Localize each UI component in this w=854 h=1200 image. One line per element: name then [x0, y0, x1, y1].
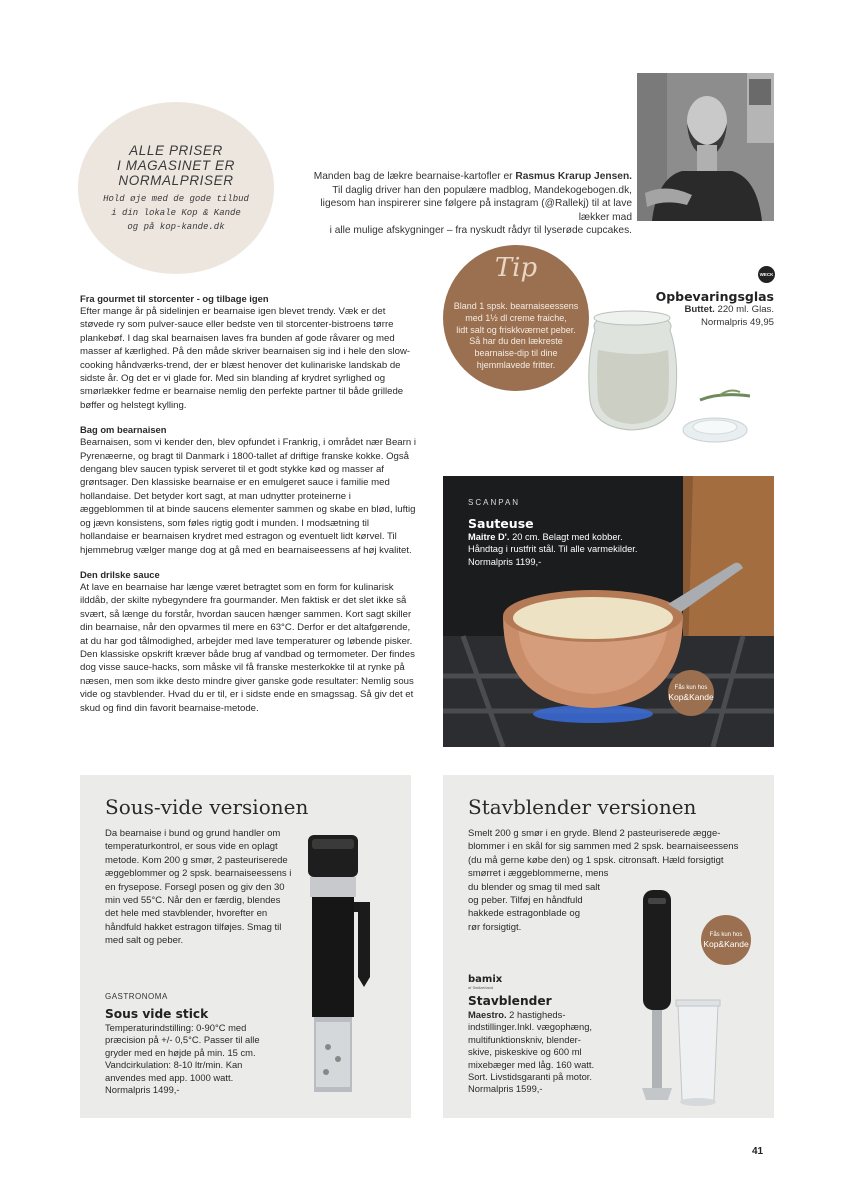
gastronoma-logo: GASTRONOMA [105, 992, 168, 1001]
product-line [468, 1009, 633, 1021]
section-heading: Fra gourmet til storcenter - og tilbage igen [80, 293, 269, 304]
badge-brand: Kop&Kande [703, 939, 749, 949]
jar-price: Normalpris 49,95 [700, 316, 774, 328]
product-line-text: 2 hastigheds- [506, 1009, 566, 1020]
author-text-span: Manden bag de lækre bearnaise-kartofler er [313, 171, 516, 182]
stavblender-product-name: Maestro. [468, 1009, 507, 1020]
price-sub-line: Hold øje med de gode tilbud [103, 193, 249, 204]
section-heading: Bag om bearnaisen [80, 424, 167, 436]
scanpan-logo: SCANPAN [468, 498, 521, 507]
product-line: Normalpris 1499,- [105, 1084, 180, 1096]
price-headline-line: I MAGASINET ER [117, 157, 235, 173]
text-line: hakkede estragonblade og [468, 908, 580, 920]
tip-title: Tip [494, 253, 538, 283]
sauteuse-price: Normalpris 1199,- [468, 556, 542, 567]
weck-logo: WECK [758, 266, 775, 283]
text-line: smørret i æggeblommerne, mens [468, 868, 609, 880]
tip-line: med 1½ dl creme fraiche, [465, 312, 567, 323]
tip-line: bearnaise-dip til dine [474, 348, 558, 359]
section-paragraph: Bearnaisen, som vi kender den, blev opfundet i Frankrig, i området nær Bearn i Pyrenæerne, og bragt til Danmark i 1800-tallet af driftige franske kokke. Også dengang blev saucen typisk serveret til et godt stykke kød og masser af grøntsager. Den klassiske bearnaise er en emulgeret sauce i familie med hollandaise. Det betyder kort sagt, at man udnytter proteinerne i æggeblommen til at binde saucens elementer sammen og skabe en blød, luftig og jævn konsistens, som føles rigtig godt i munden. I modsætning til hollandaise er bearnaisen krydret med estragon og eventuelt lidt kørvel. Til hjemmebrug vælger mange dog at gå med en bearnaiseessens af høj kvalitet. [80, 437, 416, 556]
tip-circle [443, 245, 589, 391]
price-sub-line: og på kop-kande.dk [127, 221, 225, 232]
author-line: i alle mulige afskygninger – fra nyskudt rådyr til lyserøde cupcakes. [329, 225, 632, 237]
text-line: (du må gerne købe den) og 1 spsk. citronsaft. Hæld forsigtigt [468, 854, 724, 866]
product-line: præcision på +/- 0,5°C. Passer til alle [105, 1034, 260, 1046]
bamix-logo-text: bamix [468, 974, 503, 985]
sous-vide-product-title: Sous vide stick [105, 1007, 209, 1021]
sous-vide-text: Da bearnaise i bund og grund handler om temperaturkontrol, er sous vide en oplagt metode. Kom 200 g smør, 2 pasteuriserede æggeblommer og 2 spsk. bearnaiseessens i en frysepose. Forsegl posen og giv den 30 min ved 55°C. Når den er færdig, blendes det hele med stavblender, hvorefter en håndfuld hakket estragon tilføjes. Smag til med salt og peber. [105, 828, 292, 947]
tip-line: hjemmlavede fritter. [476, 359, 556, 370]
author-photo-image [637, 73, 774, 221]
bamix-logo-sub: of Switzerland [468, 985, 494, 990]
stavblender-title: Stavblender versionen [468, 795, 697, 819]
sous-vide-stick-photo [298, 827, 398, 1102]
text-line: og peber. Tilføj en håndfuld [468, 895, 583, 907]
product-line: gryder med en højde på min. 15 cm. [105, 1046, 256, 1058]
sauteuse-product-info [468, 516, 668, 568]
tip-line: lidt salt og friskkværnet peber. [456, 324, 576, 335]
sous-vide-product-info [105, 1007, 295, 1096]
text-line: du blender og smag til med salt [468, 881, 601, 893]
product-line: indstillinger.Inkl. vægophæng, [468, 1021, 593, 1033]
product-line: Temperaturindstilling: 0-90°C med [105, 1022, 247, 1033]
price-headline [106, 143, 246, 188]
price-sub-line: i din lokale Kop & Kande [111, 207, 241, 218]
jar-name: Buttet. [684, 304, 715, 315]
author-line: Til daglig driver han den populære madblog, Mandekogebogen.dk, [332, 184, 632, 196]
stavblender-box [443, 775, 774, 1118]
stavblender-product-title: Stavblender [468, 994, 552, 1008]
price-info-circle [78, 102, 274, 274]
exclusive-badge [701, 915, 751, 965]
author-intro [292, 170, 632, 238]
article-body [80, 292, 417, 726]
price-subtext [96, 192, 256, 234]
author-line [292, 170, 632, 184]
stavblender-photo [618, 880, 738, 1110]
jar-title: Opbevaringsglas [655, 289, 774, 304]
jar-desc: 220 ml. Glas. [714, 304, 774, 315]
product-line: Normalpris 1599,- [468, 1083, 543, 1095]
section-heading: Den drilske sauce [80, 568, 160, 580]
text-line: Smelt 200 g smør i en gryde. Blend 2 pasteuriserede ægge- [468, 828, 721, 839]
sous-vide-box [80, 775, 411, 1118]
product-line: Vandcirkulation: 8-10 ltr/min. Kan [105, 1059, 243, 1071]
product-line: Sort. Livstidsgaranti på motor. [468, 1071, 593, 1083]
badge-text: Fås kun hos [709, 932, 743, 938]
tip-line: Bland 1 spsk. bearnaiseessens [453, 301, 579, 311]
badge-text: Fås kun hos [674, 685, 708, 691]
tip-body [453, 301, 579, 372]
exclusive-badge [668, 670, 714, 716]
product-line: skive, piskeskive og 600 ml [468, 1046, 582, 1058]
stavblender-product-info [468, 994, 633, 1096]
author-line: ligesom han inspirerer sine følgere på instagram (@Rallekj) til at lave lækker mad [320, 198, 632, 223]
sauteuse-desc: Håndtag i rustfrit stål. Til alle varmekilder. [468, 544, 638, 555]
author-name: Rasmus Krarup Jensen. [515, 171, 632, 182]
tip-line: Så har du den lækreste [469, 336, 563, 347]
product-line: anvendes med app. 1000 watt. [105, 1071, 234, 1083]
sauteuse-desc: 20 cm. Belagt med kobber. [509, 532, 623, 542]
jar-product-info [650, 289, 774, 329]
product-line: mixebæger med låg. 160 watt. [468, 1058, 595, 1070]
page-number: 41 [752, 1146, 764, 1157]
sauteuse-name: Maitre D'. [468, 532, 510, 542]
sauteuse-title: Sauteuse [468, 516, 534, 531]
author-photo [637, 73, 774, 221]
text-line: blommer i en skål for sig sammen med 2 spsk. bearnaiseessens [468, 841, 739, 853]
text-line: rør forsigtigt. [468, 921, 522, 933]
product-line: multifunktionskniv, blender- [468, 1033, 581, 1045]
sauteuse-desc-line [468, 531, 668, 543]
section-paragraph: At lave en bearnaise har længe været betragtet som en form for kulinarisk ilddåb, der skilte nybegyndere fra gourmander. Men faktisk er det slet ikke så svært, så længe du forstår, hvordan saucen hænger sammen. Kort sagt skiller din bearnaise, når den opvarmes til mere en 63°C. Derfor er det altafgørende, at du har god tålmodighed, arbejder med lave temperaturer og løbende pisker. Den klassiske opskrift kræver både brug af vandbad og termometer. Der findes dog visse sauce-hacks, som måske vil få franske mesterkokke til at rynke på næsen, men som ikke desto mindre giver ganske gode resultater: Nemlig sous vide og stavblender. Hvad du er til, er i sidste ende en smagssag. Så giv det et skud og find din favorit bearnaise-metode. [80, 581, 415, 714]
price-headline-line: NORMALPRISER [118, 172, 234, 188]
sous-vide-title: Sous-vide versionen [105, 795, 309, 819]
jar-desc-line [650, 304, 774, 317]
badge-brand: Kop&Kande [668, 692, 714, 702]
section-paragraph: Efter mange år på sidelinjen er bearnaise igen blevet trendy. Væk er det støvede ry som pulver-sauce eller bedste ven til storcenter-bistroens tørre plankebøf. I dag skal bearnaisen laves fra bunden af gode råvarer og med masser af kærlighed. På den måde skriver bearnaisen sig ind i hele den slow-cooking håndværks-trend, der er blæst henover det kulinariske landskab de sidste år. Og det er vi glade for. Med sin blanding af krydret syrlighed og smørlækker fedme er bearnaise nemlig den perfekte partner til både grillede bøffer og helstegt kylling. [80, 306, 411, 411]
price-headline-line: ALLE PRISER [129, 142, 223, 158]
bamix-logo [468, 975, 502, 990]
